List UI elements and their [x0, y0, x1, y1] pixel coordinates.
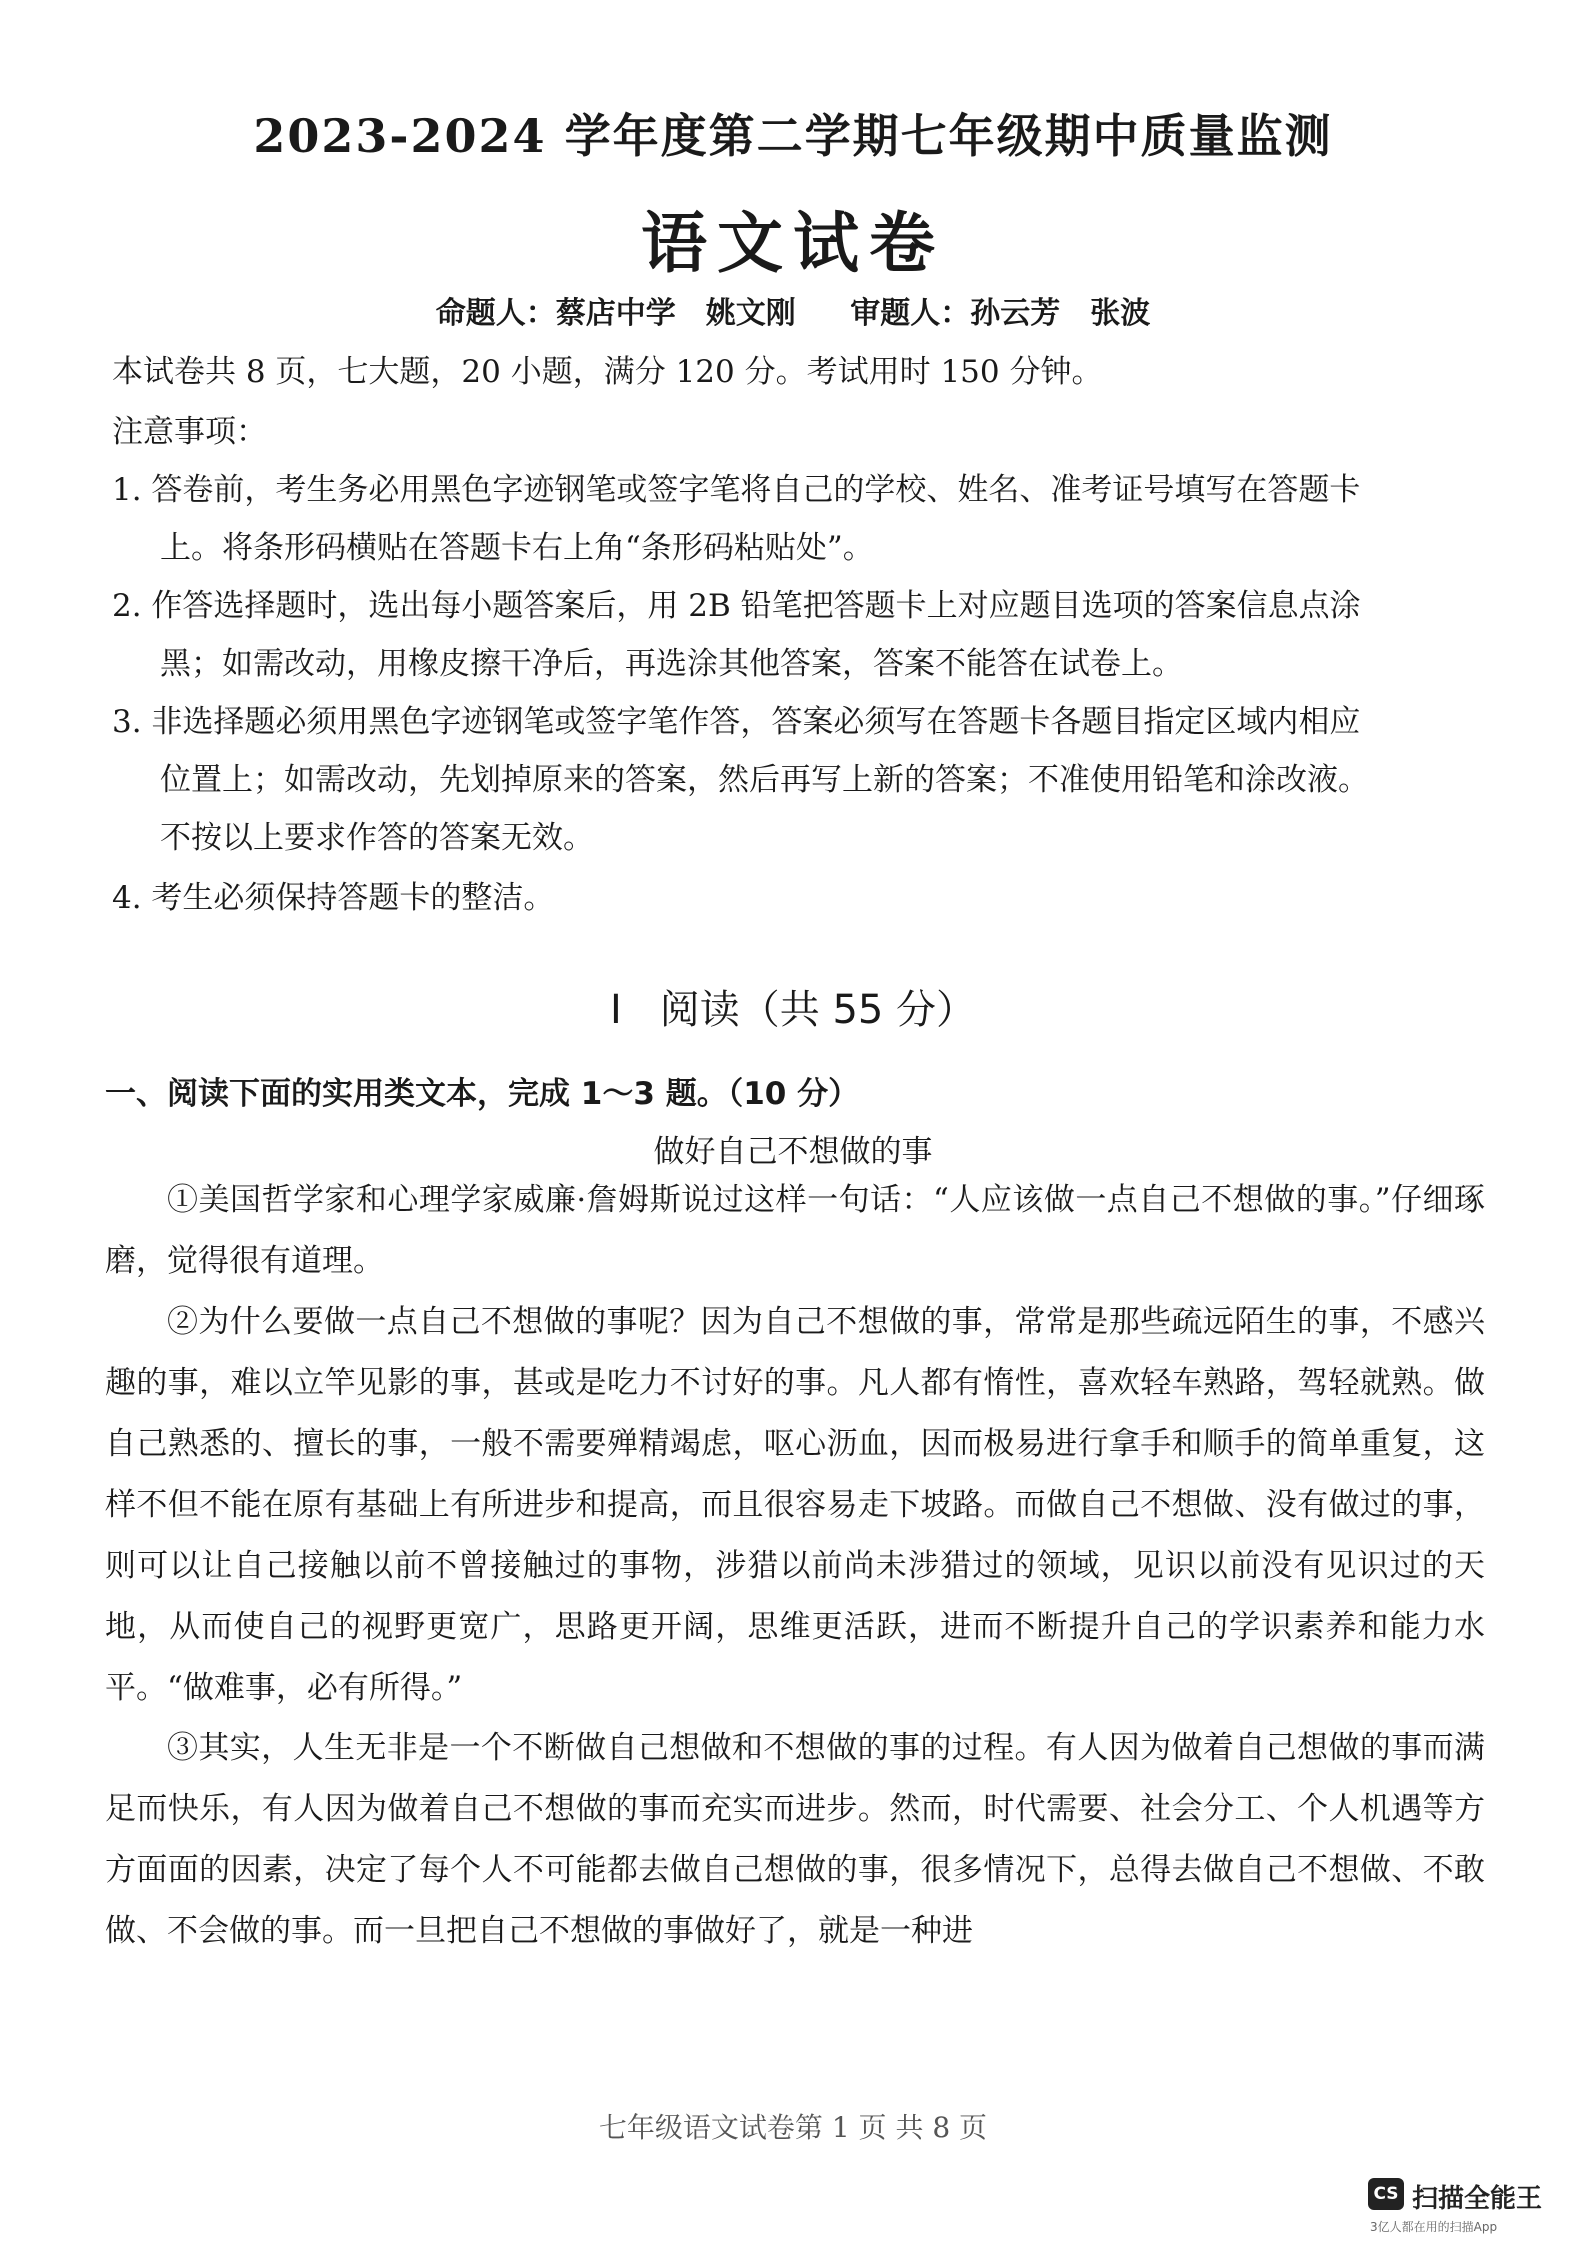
watermark-tagline: 3亿人都在用的扫描App	[1370, 2220, 1498, 2234]
notice-line: 上。将条形码横贴在答题卡右上角“条形码粘贴处”。	[160, 530, 874, 566]
notice-line: 不按以上要求作答的答案无效。	[160, 820, 594, 856]
notice-line: 3. 非选择题必须用黑色字迹钢笔或签字笔作答，答案必须写在答题卡各题目指定区域内相应	[112, 704, 1361, 740]
article-title: 做好自己不想做的事	[653, 1134, 933, 1170]
watermark-name: 扫描全能王	[1412, 2184, 1543, 2214]
section-heading	[0, 978, 1586, 1035]
subject-title: 语文试卷	[641, 205, 945, 282]
exam-title: 2023-2024 学年度第二学期七年级期中质量监测	[253, 109, 1333, 163]
question-heading: 一、阅读下面的实用类文本，完成 1～3 题。（10 分）	[105, 1076, 860, 1112]
notice-line: 黑；如需改动，用橡皮擦干净后，再选涂其他答案，答案不能答在试卷上。	[160, 646, 1183, 682]
scanner-watermark	[1368, 2178, 1578, 2238]
notice-line: 4. 考生必须保持答题卡的整洁。	[112, 880, 555, 916]
section-mark: Ⅰ	[609, 987, 622, 1033]
notice-line: 1. 答卷前，考生务必用黑色字迹钢笔或签字笔将自己的学校、姓名、准考证号填写在答题卡	[112, 472, 1361, 508]
article-paragraph: ①美国哲学家和心理学家威廉·詹姆斯说过这样一句话：“人应该做一点自己不想做的事。”仔细琢磨，觉得很有道理。	[105, 1182, 1485, 1279]
notice-line: 2. 作答选择题时，选出每小题答案后，用 2B 铅笔把答题卡上对应题目选项的答案信息点涂	[112, 588, 1361, 624]
article-paragraph: ②为什么要做一点自己不想做的事呢？因为自己不想做的事，常常是那些疏远陌生的事，不感兴趣的事，难以立竿见影的事，甚或是吃力不讨好的事。凡人都有惰性，喜欢轻车熟路，驾轻就熟。做自己熟悉的、擅长的事，一般不需要殚精竭虑，呕心沥血，因而极易进行拿手和顺手的简单重复，这样不但不能在原有基础上有所进步和提高，而且很容易走下坡路。而做自己不想做、没有做过的事，则可以让自己接触以前不曾接触过的事物，涉猎以前尚未涉猎过的领域，见识以前没有见识过的天地，从而使自己的视野更宽广，思路更开阔，思维更活跃，进而不断提升自己的学识素养和能力水平。“做难事，必有所得。”	[105, 1304, 1485, 1706]
authors-line	[0, 288, 1586, 332]
section-title: 阅读（共 55 分）	[659, 987, 977, 1033]
notice-heading: 注意事项：	[112, 414, 267, 450]
info-line: 本试卷共 8 页，七大题，20 小题，满分 120 分。考试用时 150 分钟。	[112, 354, 1103, 390]
camscanner-logo: CS	[1368, 2178, 1404, 2210]
article-paragraph: ③其实，人生无非是一个不断做自己想做和不想做的事的过程。有人因为做着自己想做的事而满足而快乐，有人因为做着自己不想做的事而充实而进步。然而，时代需要、社会分工、个人机遇等方方面面的因素，决定了每个人不可能都去做自己想做的事，很多情况下，总得去做自己不想做、不敢做、不会做的事。而一旦把自己不想做的事做好了，就是一种进	[105, 1730, 1485, 1949]
page-footer: 七年级语文试卷第 1 页 共 8 页	[598, 2111, 988, 2144]
reviewer: 审题人：孙云芳 张波	[850, 296, 1151, 331]
notice-line: 位置上；如需改动，先划掉原来的答案，然后再写上新的答案；不准使用铅笔和涂改液。	[160, 762, 1369, 798]
setter: 命题人：蔡店中学 姚文刚	[435, 296, 796, 331]
